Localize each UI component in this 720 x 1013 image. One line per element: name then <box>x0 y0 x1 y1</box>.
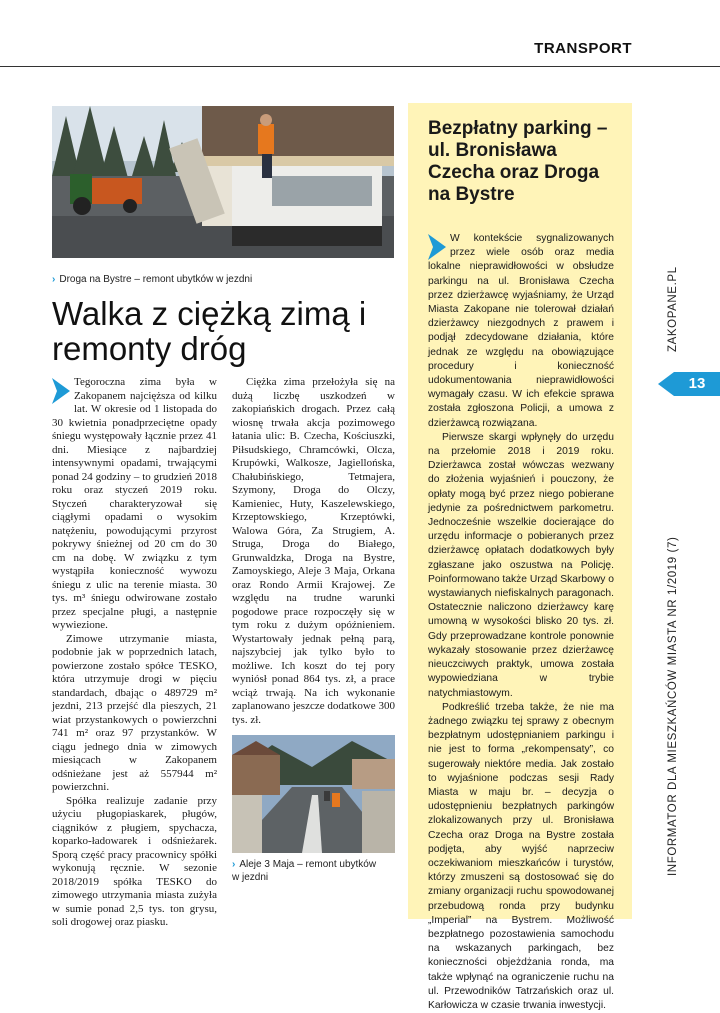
page-number: 13 <box>674 372 720 396</box>
page-tab-arrow-icon <box>658 372 674 396</box>
sidebar-paragraph: W kontekście sygnalizowanych przez wiele osób oraz media lokalne nieprawidłowości w obsłudze parkingu na ul. Bronisława Czecha przez dzierżawcę wyjaśniamy, że Urząd Miasta Zakopane nie tolerował działań dzierżawcy niezgodnych z prawem i podjął zdecydowane działania, które jednak ze względu na obowiązujące procedury i konieczność udokumentowania nieprawidłowości wymagały czasu. W ich efekcie sprawa została zgłoszona Policji, a umowa z dzierżawcą rozwiązana. <box>428 233 614 429</box>
article-column-1 <box>52 376 217 930</box>
top-photo-caption: › Droga na Bystre – remont ubytków w jezdni <box>52 274 253 285</box>
lead-arrow-icon <box>52 378 70 404</box>
sidebar-text <box>428 232 614 1013</box>
sidebar-paragraph: Pierwsze skargi wpłynęły do urzędu na przełomie 2018 i 2019 roku. Dzierżawca został wówczas wezwany do złożenia wyjaśnień i pouczony, że opłaty mogą być przez niego pobierane jedynie za pośrednictwem parkometru. Jednocześnie wszelkie docierające do urzędu informacje o pobieranych przez dzierżawcę opłatach dodatkowych były zgłaszane jako oszustwa na Policję. Poinformowano także Urząd Skarbowy o wystawianych niefiskalnych paragonach. Ostatecznie naliczono dzierżawcy karę umowną w wysokości blisko 20 tys. zł. Gdy przeprowadzane kontrole ponownie wykazały stosowanie przez dzierżawcę nieuczciwych praktyk, umowa została wypowiedziana w trybie natychmiastowym. <box>428 431 615 699</box>
article-headline: Walka z ciężką zimą i remonty dróg <box>52 295 367 367</box>
road-repair-photo <box>52 106 394 258</box>
section-label: TRANSPORT <box>534 40 632 57</box>
article-paragraph: Tegoroczna zima była w Zakopanem najcięższa od kilku lat. W okresie od 1 listopada do 30 kwietnia ponadprzeciętne opady śniegu występowały łącznie przez 41 dni. Miesiące z najbardziej intensywnymi opadami, trwającymi ponad 24 godziny – to grudzień 2018 roku oraz styczeń 2019 roku. Styczeń charakteryzował się ciągłymi opadami o wysokim natężeniu, powodującymi przyrost pokrywy śnieżnej od 20 cm do 30 cm na dobę. W związku z tym wystąpiła konieczność wywozu śniegu z ulic na terenie miasta. 30 tys. m³ śniegu odwirowane zostało przez specjalne pługi, a następnie wywiezione. <box>52 376 217 631</box>
sidebar-paragraph: Podkreślić trzeba także, że nie ma żadnego związku tej sprawy z obecnym bezpłatnym udostępnianiem parkingu i nie jest to forma „rekompensaty”, co sugerowały niektóre media. Jak zostało to wyjaśnione podczas sesji Rady Miasta w maju br. – decyzja o udostępnieniu bezpłatnych parkingów zlokalizowanych przy ul. Bronisława Czecha oraz Droga na Bystre została podjęta, aby wyjść naprzeciw oczekiwaniom mieszkańców i turystów, którzy zmuszeni są dostosować się do zmiany organizacji ruchu spowodowanej przebudową ronda przy budynku „Imperial” na Bystrem. Możliwość bezpłatnego pozostawienia samochodu na wskazanych parkingach, bez konieczności objeżdżania ronda, ma także wpłynąć na ograniczenie ruchu na ul. Przewodników Tatrzańskich oraz ul. Karłowicza w czasie trwania inwestycji. <box>428 701 614 1011</box>
website-vertical: ZAKOPANE.PL <box>667 266 679 352</box>
article-column-2 <box>232 376 395 727</box>
caption-arrow-icon: › <box>232 859 236 870</box>
sidebar-title: Bezpłatny parking – ul. Bronisława Czecha oraz Droga na Bystre <box>428 118 608 205</box>
street-repair-photo <box>232 735 395 853</box>
small-photo-caption: › Aleje 3 Maja – remont ubytków w jezdni <box>232 859 377 883</box>
article-paragraph: Ciężka zima przełożyła się na dużą liczbę uszkodzeń w zakopiańskich drogach. Przez całą wiosnę trwała akcja pozimowego łatania ulic: B. Czecha, Kościuszki, Piłsudskiego, Chramcówki, Olcza, Krupówki, Walkosze, Jagiellońska, Chałubińskiego, Tetmajera, Szymony, Droga do Olczy, Kamieniec, Huty, Kaszelewskiego, Krzeptowskiego, Krzeptówki, Walowa Góra, Za Strugiem, A. Struga, Droga do Białego, Grunwaldzka, Droga na Bystre, Zamoyskiego, Aleje 3 Maja, Orkana oraz Rondo Armii Krajowej. Ze względu na trudne warunki pogodowe prace rozpoczęły się w tym roku z dużym opóźnieniem. Wystartowały jednak pełną parą, najszybciej jak tylko było to możliwe. Ich koszt do tej pory wyniósł ponad 864 tys. zł, a prace wciąż trwają. Na ich wykonanie zaplanowano jeszcze dodatkowe 300 tys. zł. <box>232 376 395 726</box>
lead-arrow-icon <box>428 234 446 260</box>
publication-vertical: INFORMATOR DLA MIESZKAŃCÓW MIASTA NR 1/2019 (7) <box>667 536 679 876</box>
article-paragraph: Zimowe utrzymanie miasta, podobnie jak w poprzednich latach, powierzone zostało spółce TESKO, która utrzymuje drogi w pięciu standardach, dbając o 489729 m² jezdni, 213 przejść dla pieszych, 21 wiat przystankowych o powierzchni 741 m² oraz 97 przystanków. W ciągu jednego dnia w zimowych miesiącach w Zakopanem odśnieżane jest aż 557944 m² powierzchni. <box>52 632 217 793</box>
caption-arrow-icon: › <box>52 274 56 285</box>
header-rule <box>0 66 720 67</box>
article-paragraph: Spółka realizuje zadanie przy użyciu pługopiaskarek, pługów, ciągników z pługiem, spychacza, koparko-ładowarek i odśnieżarek. Sporą część pracy pracownicy spółki wykonują ręcznie. W sezonie 2018/2019 spółka TESKO do zimowego utrzymania miasta zużyła w sumie ponad 2,5 tys. ton grysu, soli drogowej oraz piasku. <box>52 794 217 928</box>
